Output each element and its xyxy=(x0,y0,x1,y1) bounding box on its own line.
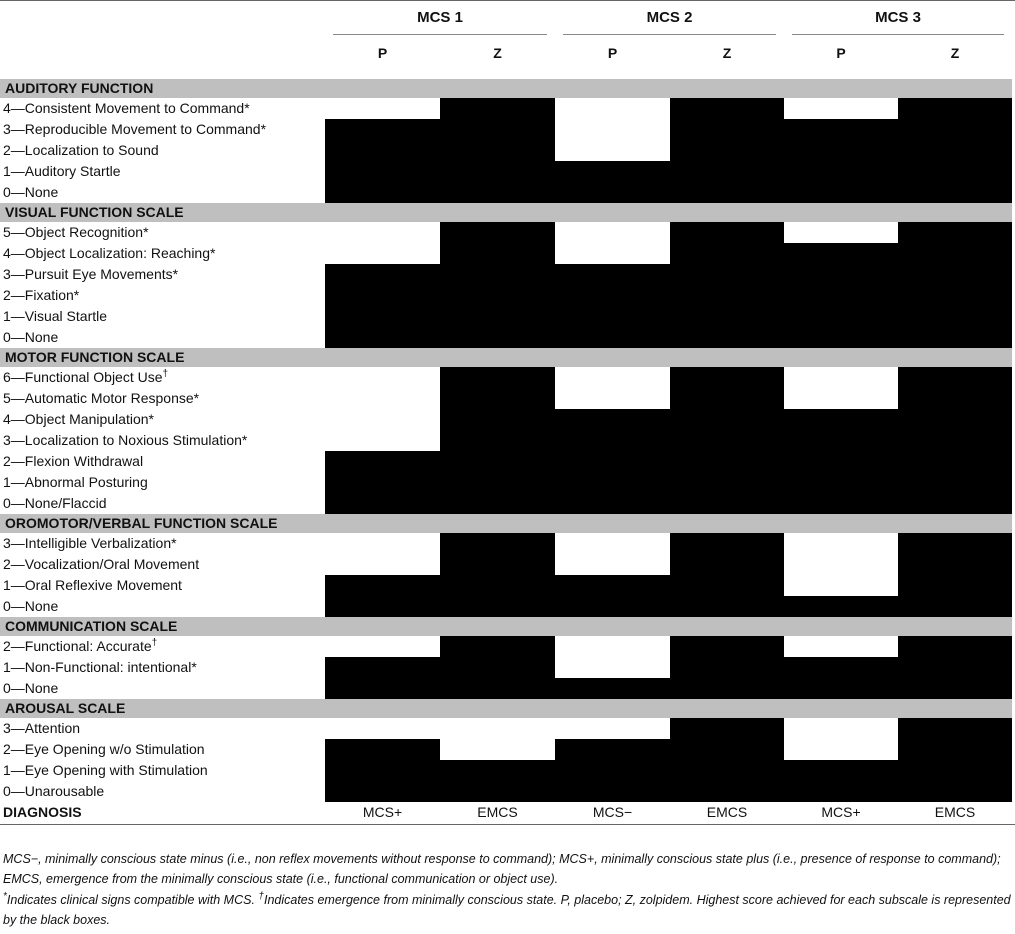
score-fill-cell xyxy=(555,409,670,514)
score-row-text: 2—Fixation* xyxy=(3,287,80,303)
score-row-text: 5—Object Recognition* xyxy=(3,224,149,240)
score-fill-cell xyxy=(555,575,670,617)
score-row-text: 0—None xyxy=(3,184,59,200)
score-fill-cell xyxy=(784,119,898,203)
section-title: AUDITORY FUNCTION xyxy=(5,80,154,96)
score-row-text: 2—Localization to Sound xyxy=(3,142,159,158)
score-fill-cell xyxy=(670,718,784,802)
dagger-mark: † xyxy=(151,637,158,649)
column-header-p: P xyxy=(836,45,846,61)
score-fill-cell xyxy=(898,533,1012,617)
score-row-label xyxy=(0,575,322,596)
score-fill-cell xyxy=(325,451,440,514)
score-fill-cell xyxy=(670,98,784,203)
dagger-mark: † xyxy=(162,368,169,380)
score-row-label xyxy=(0,781,322,802)
score-row-label xyxy=(0,678,322,699)
score-row-label xyxy=(0,596,322,617)
score-fill-cell xyxy=(670,367,784,514)
score-row-label xyxy=(0,388,322,409)
score-row-text: 4—Consistent Movement to Command* xyxy=(3,100,250,116)
score-row-text: 1—Oral Reflexive Movement xyxy=(3,577,182,593)
score-row-label xyxy=(0,243,322,264)
score-row-text: 5—Automatic Motor Response* xyxy=(3,390,200,406)
score-row-label xyxy=(0,327,322,348)
score-row-text: 3—Pursuit Eye Movements* xyxy=(3,266,179,282)
score-fill-cell xyxy=(784,596,898,617)
score-fill-cell xyxy=(898,718,1012,802)
score-row-label xyxy=(0,119,322,140)
score-row-text: 2—Eye Opening w/o Stimulation xyxy=(3,741,205,757)
score-row-label xyxy=(0,140,322,161)
score-row-label xyxy=(0,161,322,182)
top-rule xyxy=(0,0,1015,1)
score-row-text: 1—Eye Opening with Stimulation xyxy=(3,762,208,778)
score-row-text: 0—None xyxy=(3,680,59,696)
table-bottom-rule xyxy=(0,824,1015,825)
score-row-text: 1—Abnormal Posturing xyxy=(3,474,148,490)
score-fill-cell xyxy=(325,264,440,348)
score-row-label xyxy=(0,367,322,388)
score-fill-cell xyxy=(325,657,440,699)
score-fill-cell xyxy=(555,678,670,699)
column-group-title: MCS 1 xyxy=(417,9,463,26)
score-row-text: 2—Functional: Accurate xyxy=(3,638,152,654)
score-fill-cell xyxy=(555,264,670,348)
score-row-text: 3—Intelligible Verbalization* xyxy=(3,535,177,551)
score-fill-cell xyxy=(440,636,555,699)
diagnosis-value: EMCS xyxy=(477,804,518,820)
score-row-label xyxy=(0,182,322,203)
column-header-p: P xyxy=(377,45,388,61)
score-row-label xyxy=(0,98,322,119)
score-fill-cell xyxy=(670,636,784,699)
score-row-label xyxy=(0,554,322,575)
score-fill-cell xyxy=(898,636,1012,699)
score-row-label xyxy=(0,533,322,554)
diagnosis-value: MCS+ xyxy=(821,804,861,820)
section-title: COMMUNICATION SCALE xyxy=(5,618,178,634)
score-row-label xyxy=(0,222,322,243)
score-row-label xyxy=(0,409,322,430)
diagnosis-value: EMCS xyxy=(934,804,976,820)
section-title: VISUAL FUNCTION SCALE xyxy=(5,204,184,220)
score-row-label xyxy=(0,306,322,327)
footnote-abbreviations xyxy=(3,849,1012,889)
score-row-label xyxy=(0,451,322,472)
column-group-rule xyxy=(333,34,547,35)
score-row-text: 0—None xyxy=(3,598,59,614)
diagnosis-value: MCS+ xyxy=(362,804,403,820)
section-title: AROUSAL SCALE xyxy=(5,700,126,716)
score-row-text: 0—None/Flaccid xyxy=(3,495,107,511)
score-row-text: 0—Unarousable xyxy=(3,783,105,799)
diagnosis-label: DIAGNOSIS xyxy=(3,804,82,820)
score-fill-cell xyxy=(898,98,1012,203)
footnote-abbreviations-text: MCS−, minimally conscious state minus (i.e., non reflex movements without response to command); MCS+, minimally conscious state plus (i.e., presence of response to command); EMCS, emergence from the minimally conscious state (i.e., functional communication or object use). xyxy=(3,852,1001,886)
section-title: MOTOR FUNCTION SCALE xyxy=(5,349,185,365)
diagnosis-value: EMCS xyxy=(706,804,748,820)
score-fill-cell xyxy=(440,367,555,514)
score-fill-cell xyxy=(898,367,1012,514)
score-row-label xyxy=(0,472,322,493)
score-row-text: 4—Object Manipulation* xyxy=(3,411,154,427)
score-fill-cell xyxy=(784,760,898,802)
column-group-title: MCS 3 xyxy=(875,9,921,26)
score-fill-cell xyxy=(670,222,784,348)
score-fill-cell xyxy=(784,657,898,699)
column-group-rule xyxy=(792,34,1004,35)
score-fill-cell xyxy=(784,409,898,514)
score-fill-cell xyxy=(898,222,1012,348)
column-header-p: P xyxy=(607,45,618,61)
score-row-label xyxy=(0,493,322,514)
score-row-label xyxy=(0,739,322,760)
score-fill-cell xyxy=(440,760,555,802)
score-fill-cell xyxy=(555,161,670,203)
column-group-title: MCS 2 xyxy=(646,9,693,26)
column-header-z: Z xyxy=(722,45,732,61)
score-fill-cell xyxy=(325,575,440,617)
score-row-text: 2—Flexion Withdrawal xyxy=(3,453,144,469)
score-fill-cell xyxy=(325,739,440,802)
column-header-z: Z xyxy=(950,45,960,61)
score-row-label xyxy=(0,657,322,678)
column-header-z: Z xyxy=(493,45,502,61)
footnote-legend xyxy=(3,890,1012,930)
score-fill-cell xyxy=(670,533,784,617)
score-fill-cell xyxy=(440,222,555,348)
score-fill-cell xyxy=(440,98,555,203)
score-row-text: 3—Reproducible Movement to Command* xyxy=(3,121,267,137)
footnote-legend-text-b: Indicates emergence from minimally conscious state. P, placebo; Z, zolpidem. Highest score achieved for each subscale is represented by the black boxes. xyxy=(3,893,1011,927)
column-group-rule xyxy=(563,34,776,35)
score-row-text: 3—Localization to Noxious Stimulation* xyxy=(3,432,248,448)
score-row-label xyxy=(0,760,322,781)
score-row-text: 1—Non-Functional: intentional* xyxy=(3,659,197,675)
score-row-text: 6—Functional Object Use xyxy=(3,369,163,385)
score-row-text: 0—None xyxy=(3,329,59,345)
score-fill-cell xyxy=(555,739,670,802)
score-row-label xyxy=(0,285,322,306)
score-fill-cell xyxy=(325,119,440,203)
diagnosis-value: MCS− xyxy=(592,804,633,820)
score-row-text: 3—Attention xyxy=(3,720,81,736)
score-row-label xyxy=(0,636,322,657)
footnote-legend-text-a: Indicates clinical signs compatible with MCS. xyxy=(6,893,259,907)
section-title: OROMOTOR/VERBAL FUNCTION SCALE xyxy=(5,515,278,531)
score-row-label xyxy=(0,718,322,739)
score-row-text: 4—Object Localization: Reaching* xyxy=(3,245,216,261)
score-fill-cell xyxy=(440,533,555,617)
score-row-text: 1—Auditory Startle xyxy=(3,163,121,179)
score-row-text: 2—Vocalization/Oral Movement xyxy=(3,556,200,572)
star-symbol: * xyxy=(3,890,7,902)
score-row-label xyxy=(0,430,322,451)
dagger-symbol: † xyxy=(258,890,264,902)
score-fill-cell xyxy=(784,243,898,348)
score-row-label xyxy=(0,264,322,285)
score-row-text: 1—Visual Startle xyxy=(3,308,108,324)
